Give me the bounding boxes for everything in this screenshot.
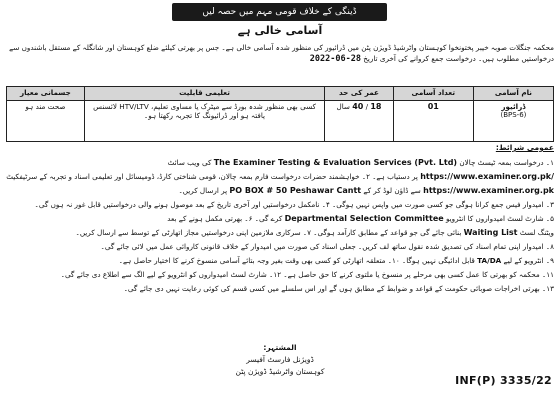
terms-line-7: ۸۔ امیدوار اپنی تمام اسناد کی تصدیق شدہ نقول ساتھ لف کریں۔ جعلی اسناد کی صورت میں امیدوار کے خلاف قانونی کاروائی عمل میں لائی جائے گی۔ bbox=[100, 242, 554, 251]
terms-line-9: ۱۱۔ محکمہ کو بھرتی کا عمل کسی بھی مرحلے پر منسوخ یا ملتوی کرنے کا حق حاصل ہے۔ ۱۲۔ شارٹ لسٹ امیدواروں کو انٹرویو کے لیے الگ سے اطلاع دی جائے گی۔ bbox=[60, 270, 554, 279]
terms-line-2 bbox=[6, 170, 554, 184]
terms-line-5-ur: ۵۔ شارٹ لسٹ امیدواروں کا انٹرویو bbox=[445, 214, 554, 223]
terms-line-6-ur2: بنائی جائے گی جو قواعد کے مطابق کارآمد ہوگی۔ ۷۔ سرکاری ملازمین اپنی درخواستیں مجاز اتھارٹی کے توسط سے ارسال کریں۔ bbox=[75, 228, 462, 237]
vacancy-table bbox=[6, 86, 554, 142]
post-count: 01 bbox=[427, 102, 439, 111]
table-row bbox=[7, 101, 554, 142]
terms-line-10: ۱۳۔ بھرتی اخراجات صوبائی حکومت کے قواعد و ضوابط کے مطابق ہوں گے اور اس سلسلے میں کسی قسم کی کوئی رعایت نہیں دی جائے گی۔ bbox=[123, 284, 554, 293]
terms-line-5 bbox=[6, 212, 554, 226]
cell-post bbox=[473, 101, 553, 142]
advertiser-office: کوہستان واٹرشیڈ ڈویژن پٹن bbox=[235, 367, 325, 376]
header-standard: جسمانی معیار bbox=[7, 87, 85, 101]
cell-qualification: کسی بھی منظور شدہ بورڈ سے میٹرک یا مساوی تعلیم، HTV/LTV لائسنس یافتہ ہو اور ڈرائیونگ کا تجربہ رکھتا ہو۔ bbox=[84, 101, 324, 142]
terms-line-1 bbox=[6, 156, 554, 170]
terms-line-2-ur: پر دستیاب ہے۔ ۲۔ خواہشمند حضرات درخواست فارم بمعہ چالان، قومی شناختی کارڈ، ڈومیسائل اور تعلیمی اسناد و تجربہ کے سرٹیفکیٹ bbox=[6, 172, 418, 181]
po-box-address: PO BOX # 50 Peshawar Cantt bbox=[229, 186, 362, 195]
examiner-url-2: https://www.examiner.org.pk bbox=[423, 186, 554, 195]
terms-list bbox=[6, 156, 554, 296]
examiner-company-name: The Examiner Testing & Evaluation Services (Pvt. Ltd) bbox=[213, 158, 458, 167]
terms-line-3-ur: سے ڈاؤن لوڈ کر کے bbox=[363, 186, 421, 195]
cell-count bbox=[393, 101, 473, 142]
terms-line-6 bbox=[6, 226, 554, 240]
header-count: تعداد آسامی bbox=[393, 87, 473, 101]
terms-line-3 bbox=[6, 184, 554, 198]
cell-standard: صحت مند ہو bbox=[7, 101, 85, 142]
dengue-slogan-banner: ڈینگی کے خلاف قومی مہم میں حصہ لیں bbox=[172, 3, 387, 21]
last-date: 28-06-2022 bbox=[309, 54, 361, 64]
terms-line-3-ur2: پر ارسال کریں۔ bbox=[178, 186, 228, 195]
inf-code: INF(P) 3335/22 bbox=[455, 374, 552, 387]
header-post: نام آسامی bbox=[473, 87, 553, 101]
header-qualification: تعلیمی قابلیت bbox=[84, 87, 324, 101]
terms-line-4: ۳۔ امیدوار فیس جمع کرانا ہوگی جو کسی صورت میں واپس نہیں ہوگی۔ ۴۔ نامکمل درخواستیں اور آخری تاریخ کے بعد موصول ہونے والی درخواستیں قابل غور نہ ہوں گی۔ bbox=[34, 200, 554, 209]
header-age: عمر کی حد bbox=[325, 87, 394, 101]
advertiser-label: المشتہر: bbox=[263, 343, 297, 352]
age-unit: سال bbox=[336, 102, 350, 111]
cell-age: 18 / 40 سال bbox=[325, 101, 394, 142]
terms-title: عمومی شرائط: bbox=[495, 143, 554, 152]
terms-line-6-ur: ویٹنگ لسٹ bbox=[519, 228, 554, 237]
selection-committee: Departmental Selection Committee bbox=[284, 214, 444, 223]
terms-line-1-ur: ۱۔ درخواست بمعہ ٹیسٹ چالان bbox=[459, 158, 554, 167]
terms-line-8-ur2: قابل ادائیگی نہیں ہوگا۔ ۱۰۔ متعلقہ اتھارٹی کو کسی بھی وقت بغیر وجہ بتائے آسامی منسوخ کرنے کا اختیار حاصل ہے۔ bbox=[118, 256, 475, 265]
advertiser-name: ڈویژنل فارسٹ آفیسر bbox=[246, 355, 314, 364]
waiting-list: Waiting List bbox=[463, 228, 518, 237]
vacancy-heading: آسامی خالی ہے bbox=[237, 24, 323, 37]
post-name: ڈرائیور bbox=[501, 102, 526, 111]
terms-line-8-ur: ۹۔ انٹرویو کے لیے bbox=[503, 256, 554, 265]
ta-da: TA/DA bbox=[477, 256, 502, 265]
intro-paragraph bbox=[6, 42, 554, 75]
post-bps: (BPS-6) bbox=[500, 111, 527, 119]
examiner-url-1: https://www.examiner.org.pk/ bbox=[420, 172, 554, 181]
signature-block bbox=[180, 342, 380, 378]
terms-line-1-ur2: کی ویب سائٹ bbox=[167, 158, 212, 167]
terms-line-5-ur2: کرے گی۔ ۶۔ بھرتی مکمل ہونے کے بعد bbox=[167, 214, 283, 223]
terms-line-8 bbox=[6, 254, 554, 268]
age-min: 18 bbox=[370, 102, 382, 111]
age-max: 40 bbox=[352, 102, 364, 111]
intro-text: محکمہ جنگلات صوبہ خیبر پختونخوا کوہستان واٹرشیڈ ڈویژن پٹن میں ڈرائیور کی منظور شدہ آسامی خالی ہے۔ جس پر بھرتی کیلئے ضلع کوہستان اور شانگلہ کے مستقل باشندوں سے درخواستیں مطلوب ہیں۔ درخواست جمع کروانے کی آخری تاریخ bbox=[9, 43, 554, 63]
table-header-row bbox=[7, 87, 554, 101]
